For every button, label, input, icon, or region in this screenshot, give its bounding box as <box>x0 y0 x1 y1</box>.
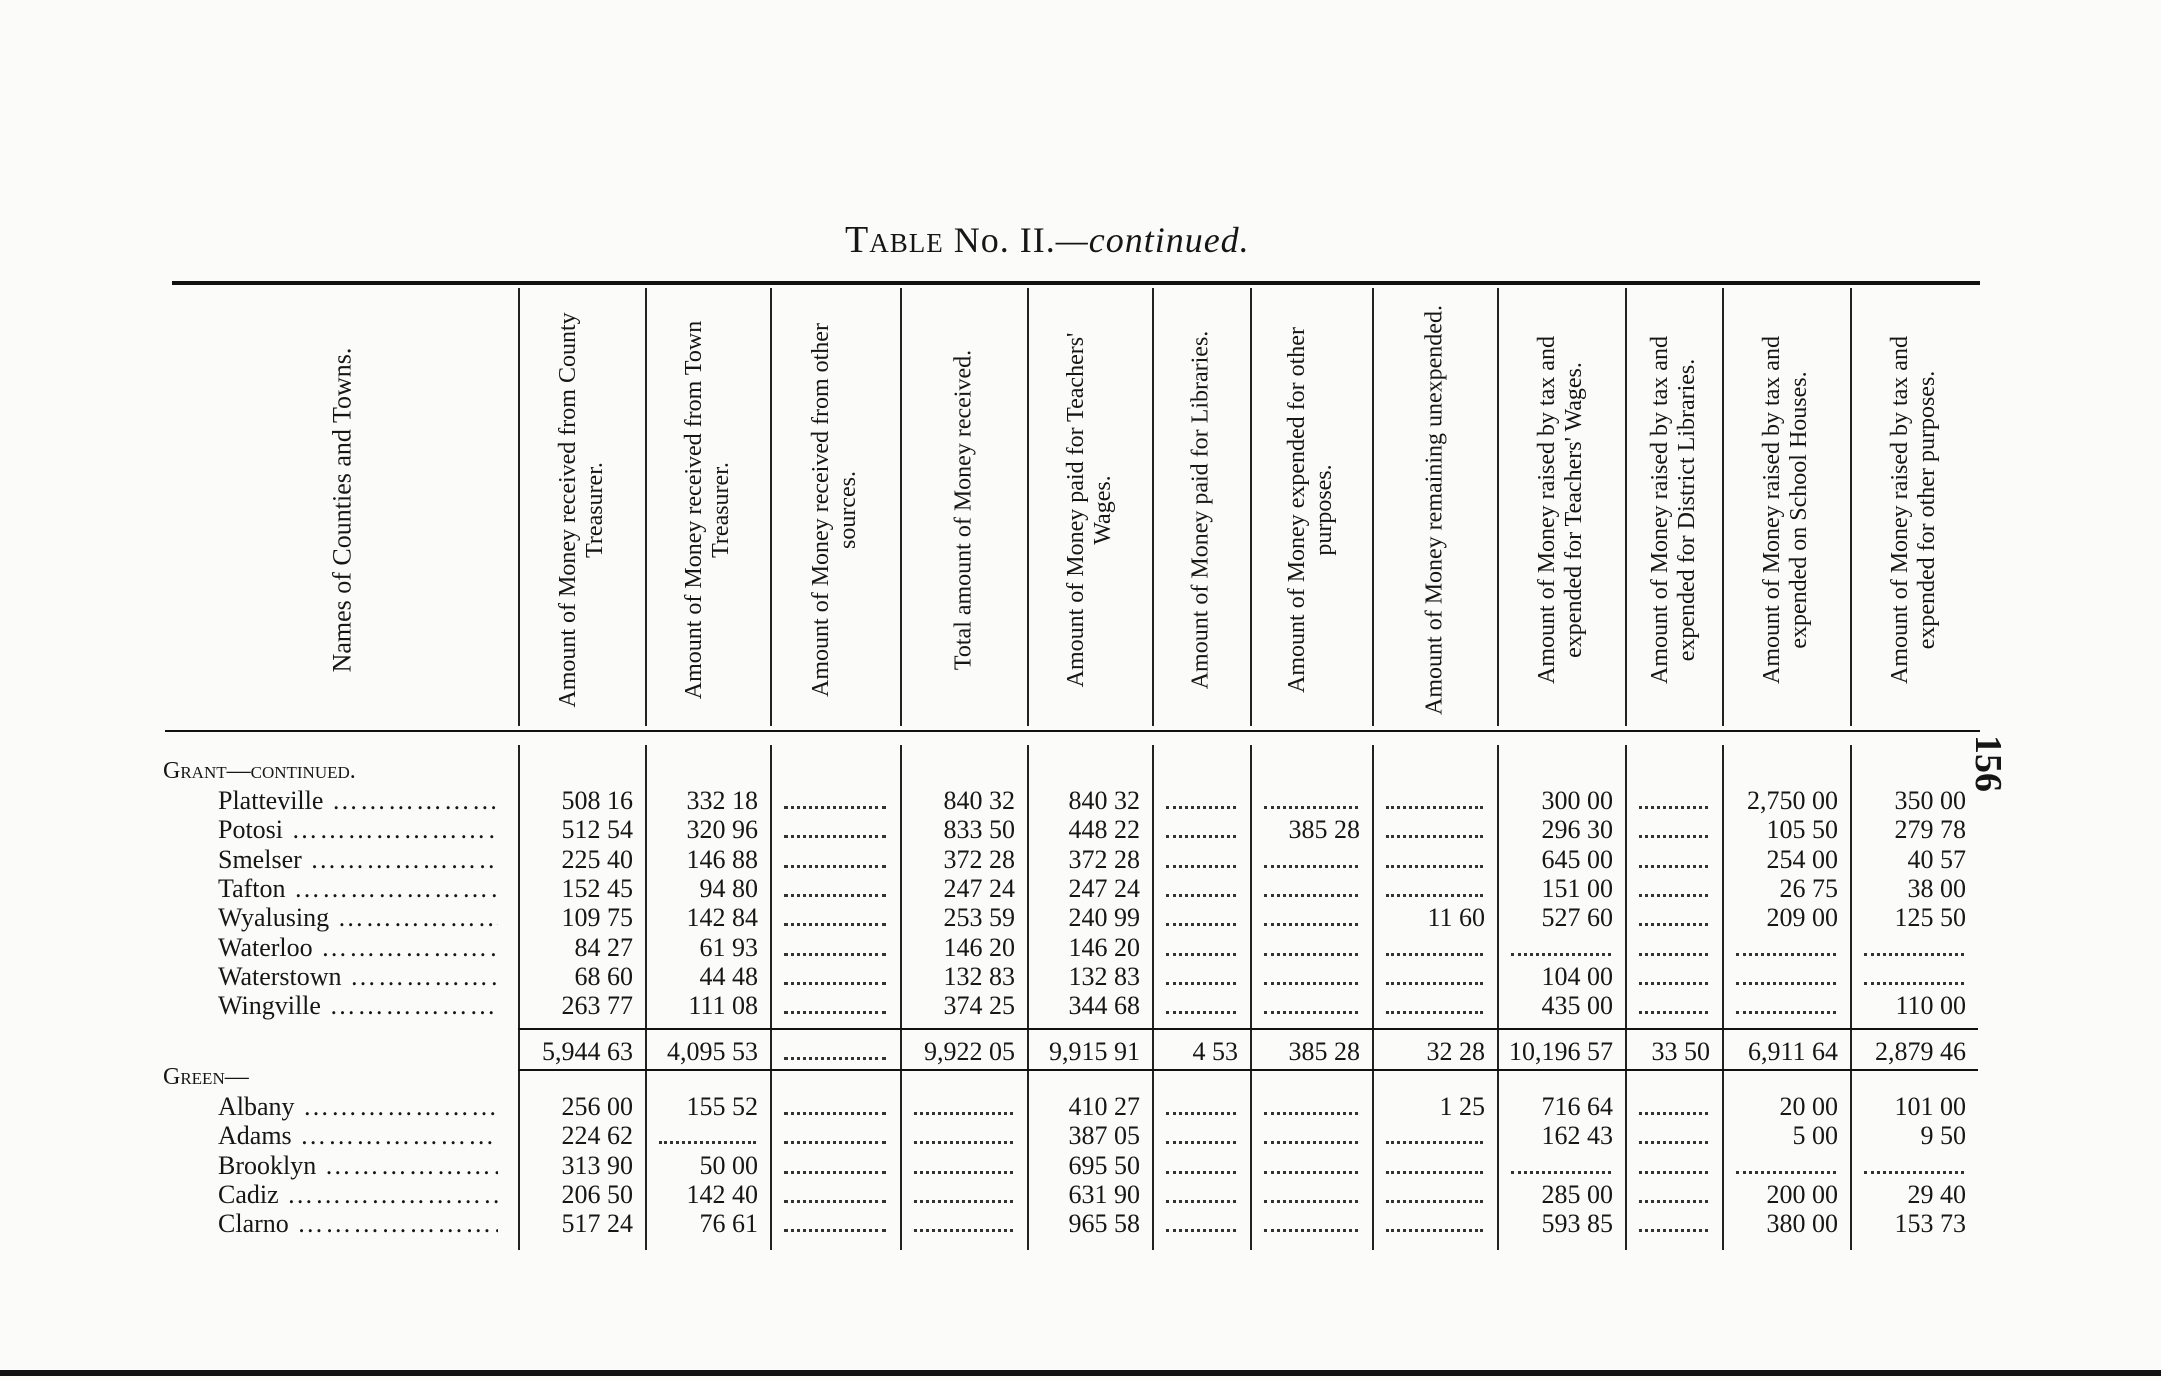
green-row-3-col-1: 142 40 <box>686 1179 758 1209</box>
empty-cell-leader <box>1264 1171 1358 1174</box>
empty-cell-leader <box>1166 835 1236 838</box>
empty-cell-leader <box>784 982 886 985</box>
empty-cell-leader <box>784 1011 886 1014</box>
column-header-12 <box>1850 290 1978 730</box>
green-row-3-col-10: 200 00 <box>1766 1179 1838 1209</box>
empty-cell-leader <box>914 1200 1013 1203</box>
green-row-1-col-11: 9 50 <box>1920 1121 1966 1151</box>
column-rule <box>770 288 772 726</box>
grant-row-7-col-0: 263 77 <box>561 991 633 1021</box>
grant-row-2-col-1: 146 88 <box>686 844 758 874</box>
empty-cell-leader <box>784 865 886 868</box>
empty-cell-leader <box>1264 1200 1358 1203</box>
empty-cell-leader <box>1264 1229 1358 1232</box>
empty-cell-leader <box>1864 953 1964 956</box>
empty-cell-leader <box>1639 865 1708 868</box>
grant-row-5-col-4: 146 20 <box>1068 932 1140 962</box>
empty-cell-leader <box>914 1229 1013 1232</box>
empty-cell-leader <box>1639 982 1708 985</box>
green-row-4-col-0: 517 24 <box>561 1209 633 1239</box>
grant-row-6-col-4: 132 83 <box>1068 961 1140 991</box>
empty-cell-leader <box>1639 1171 1708 1174</box>
column-header-11 <box>1722 290 1850 730</box>
town-name: Potosi ……………………………… <box>218 815 498 845</box>
empty-cell-leader <box>784 923 886 926</box>
column-header-2 <box>645 290 770 730</box>
empty-cell-leader <box>1264 1011 1358 1014</box>
green-row-1-col-4: 387 05 <box>1068 1121 1140 1151</box>
green-row-3-col-8: 285 00 <box>1541 1179 1613 1209</box>
empty-cell-leader <box>784 894 886 897</box>
green-row-3-col-11: 29 40 <box>1907 1179 1966 1209</box>
town-name: Smelser ……………………………… <box>218 845 498 875</box>
green-row-1-col-10: 5 00 <box>1792 1121 1838 1151</box>
empty-cell-leader <box>1511 1171 1611 1174</box>
title-suffix: —continued. <box>1055 220 1250 260</box>
green-row-0-col-10: 20 00 <box>1779 1092 1838 1121</box>
column-header-text: Amount of Money remaining unexpended. <box>1421 305 1447 715</box>
empty-cell-leader <box>1639 1200 1708 1203</box>
group-label: Green— <box>163 1064 249 1090</box>
green-row-4-col-10: 380 00 <box>1766 1209 1838 1239</box>
empty-cell-leader <box>914 1141 1013 1144</box>
grant-total-col-4: 9,915 91 <box>1049 1037 1140 1067</box>
grant-row-4-col-3: 253 59 <box>943 903 1015 933</box>
empty-cell-leader <box>1166 1200 1236 1203</box>
column-header-text: Amount of Money raised by tax and expended for Teachers' Wages. <box>1534 336 1587 684</box>
empty-cell-leader <box>1736 953 1836 956</box>
column-rule <box>1850 288 1852 726</box>
empty-cell-leader <box>1166 1112 1236 1115</box>
empty-cell-leader <box>784 1112 886 1115</box>
grant-row-4-col-7: 11 60 <box>1427 903 1485 933</box>
column-rule <box>1625 745 1627 1250</box>
empty-cell-leader <box>784 1229 886 1232</box>
grant-row-2-col-10: 254 00 <box>1766 844 1838 874</box>
column-header-text: Amount of Money expended for other purposes. <box>1284 327 1337 693</box>
grant-row-1-col-8: 296 30 <box>1541 815 1613 845</box>
empty-cell-leader <box>914 1112 1013 1115</box>
grant-row-7-col-8: 435 00 <box>1541 991 1613 1021</box>
grant-row-6-col-1: 44 48 <box>699 961 758 991</box>
green-row-4-col-8: 593 85 <box>1541 1209 1613 1239</box>
empty-cell-leader <box>1166 953 1236 956</box>
grant-total-col-10: 6,911 64 <box>1747 1037 1838 1067</box>
column-rule <box>770 745 772 1250</box>
grant-total-col-0: 5,944 63 <box>542 1037 633 1067</box>
empty-cell-leader <box>1264 865 1358 868</box>
grant-row-1-col-11: 279 78 <box>1894 815 1966 845</box>
empty-cell-leader <box>1736 982 1836 985</box>
column-header-10 <box>1625 290 1722 730</box>
town-name: Clarno ……………………………… <box>218 1209 498 1239</box>
grant-row-1-col-4: 448 22 <box>1068 815 1140 845</box>
column-rule <box>1152 288 1154 726</box>
empty-cell-leader <box>1166 806 1236 809</box>
grant-row-3-col-4: 247 24 <box>1068 873 1140 903</box>
green-row-0-col-7: 1 25 <box>1439 1092 1485 1121</box>
empty-cell-leader <box>1264 1112 1358 1115</box>
empty-cell-leader <box>1639 894 1708 897</box>
grant-row-0-col-1: 332 18 <box>686 786 758 815</box>
grant-row-7-col-3: 374 25 <box>943 991 1015 1021</box>
grant-row-0-col-11: 350 00 <box>1894 786 1966 815</box>
town-name: Platteville ……………………………… <box>218 786 498 816</box>
empty-cell-leader <box>1264 953 1358 956</box>
town-name: Wingville ……………………………… <box>218 991 498 1021</box>
column-header-7 <box>1250 290 1372 730</box>
column-header-text: Amount of Money raised by tax and expended on School Houses. <box>1759 336 1812 684</box>
green-row-2-col-0: 313 90 <box>561 1150 633 1180</box>
empty-cell-leader <box>784 806 886 809</box>
column-header-text: Amount of Money paid for Teachers' Wages. <box>1062 332 1116 688</box>
grant-row-3-col-10: 26 75 <box>1779 873 1838 903</box>
empty-cell-leader <box>1864 982 1964 985</box>
column-header-8 <box>1372 290 1497 730</box>
green-row-2-col-1: 50 00 <box>699 1150 758 1180</box>
town-name: Waterloo ……………………………… <box>218 933 498 963</box>
grant-row-1-col-10: 105 50 <box>1766 815 1838 845</box>
column-header-6 <box>1152 290 1250 730</box>
title-number: No. II. <box>953 220 1056 260</box>
empty-cell-leader <box>1386 1141 1483 1144</box>
column-rule <box>1722 288 1724 726</box>
header-bottom-rule <box>165 730 1980 732</box>
column-header-text: Total amount of Money received. <box>950 349 976 671</box>
empty-cell-leader <box>1639 953 1708 956</box>
empty-cell-leader <box>1386 865 1483 868</box>
green-row-0-col-8: 716 64 <box>1541 1092 1613 1121</box>
empty-cell-leader <box>1386 894 1483 897</box>
empty-cell-leader <box>1166 1171 1236 1174</box>
empty-cell-leader <box>659 1141 756 1144</box>
empty-cell-leader <box>1166 1229 1236 1232</box>
empty-cell-leader <box>1264 923 1358 926</box>
grant-row-2-col-11: 40 57 <box>1907 844 1966 874</box>
column-header-0 <box>165 290 518 730</box>
grant-row-4-col-10: 209 00 <box>1766 903 1838 933</box>
page-number: 156 <box>1967 735 2009 792</box>
green-row-2-col-4: 695 50 <box>1068 1150 1140 1180</box>
grant-row-5-col-1: 61 93 <box>699 932 758 962</box>
column-header-text: Amount of Money received from County Treasurer. <box>554 312 608 708</box>
grant-row-3-col-1: 94 80 <box>699 873 758 903</box>
empty-cell-leader <box>1639 806 1708 809</box>
empty-cell-leader <box>1639 1229 1708 1232</box>
column-rule <box>1497 288 1499 726</box>
empty-cell-leader <box>1639 835 1708 838</box>
empty-cell-leader <box>784 1171 886 1174</box>
town-name: Brooklyn ……………………………… <box>218 1151 498 1181</box>
grant-row-4-col-11: 125 50 <box>1894 903 1966 933</box>
empty-cell-leader <box>1639 1011 1708 1014</box>
empty-cell-leader <box>1264 1141 1358 1144</box>
page-edge-rule <box>0 1370 2161 1376</box>
grant-row-4-col-4: 240 99 <box>1068 903 1140 933</box>
empty-cell-leader <box>1386 1171 1483 1174</box>
column-rule <box>645 288 647 726</box>
empty-cell-leader <box>1639 1141 1708 1144</box>
green-row-3-col-0: 206 50 <box>561 1179 633 1209</box>
town-name: Albany ……………………………… <box>218 1092 498 1122</box>
empty-cell-leader <box>1511 953 1611 956</box>
grant-row-4-col-8: 527 60 <box>1541 903 1613 933</box>
green-row-4-col-1: 76 61 <box>699 1209 758 1239</box>
grant-total-col-9: 33 50 <box>1651 1037 1710 1067</box>
empty-cell-leader <box>1386 806 1483 809</box>
green-row-1-col-0: 224 62 <box>561 1121 633 1151</box>
column-rule <box>1372 745 1374 1250</box>
grant-total-col-5: 4 53 <box>1192 1037 1238 1067</box>
grant-row-4-col-1: 142 84 <box>686 903 758 933</box>
empty-cell-leader <box>914 1171 1013 1174</box>
green-row-1-col-8: 162 43 <box>1541 1121 1613 1151</box>
grant-row-1-col-0: 512 54 <box>561 815 633 845</box>
empty-cell-leader <box>1264 806 1358 809</box>
grant-total-col-11: 2,879 46 <box>1875 1037 1966 1067</box>
top-rule <box>172 281 1980 285</box>
column-header-text: Amount of Money received from other sources. <box>808 323 861 697</box>
grant-row-7-col-1: 111 08 <box>688 991 758 1021</box>
grant-row-7-col-4: 344 68 <box>1068 991 1140 1021</box>
column-rule <box>1625 288 1627 726</box>
grant-total-col-8: 10,196 57 <box>1509 1037 1613 1067</box>
empty-cell-leader <box>784 1200 886 1203</box>
grant-row-2-col-8: 645 00 <box>1541 844 1613 874</box>
column-rule <box>1250 288 1252 726</box>
title-prefix: Table <box>845 219 944 261</box>
grant-row-7-col-11: 110 00 <box>1895 991 1966 1021</box>
empty-cell-leader <box>784 835 886 838</box>
grant-row-2-col-4: 372 28 <box>1068 844 1140 874</box>
empty-cell-leader <box>1166 1011 1236 1014</box>
grant-row-5-col-3: 146 20 <box>943 932 1015 962</box>
empty-cell-leader <box>1386 1011 1483 1014</box>
empty-cell-leader <box>1166 1141 1236 1144</box>
grant-row-1-col-3: 833 50 <box>943 815 1015 845</box>
column-header-1 <box>518 290 645 730</box>
grant-row-1-col-6: 385 28 <box>1288 815 1360 845</box>
empty-cell-leader <box>784 1141 886 1144</box>
grant-row-3-col-0: 152 45 <box>561 873 633 903</box>
town-name: Cadiz ……………………………… <box>218 1180 498 1210</box>
town-name: Waterstown ……………………………… <box>218 962 498 992</box>
empty-cell-leader <box>1264 894 1358 897</box>
column-rule <box>1372 288 1374 726</box>
grant-row-6-col-3: 132 83 <box>943 961 1015 991</box>
grant-row-6-col-8: 104 00 <box>1541 961 1613 991</box>
grant-total-col-1: 4,095 53 <box>667 1037 758 1067</box>
town-name: Adams ……………………………… <box>218 1121 498 1151</box>
grant-row-5-col-0: 84 27 <box>574 932 633 962</box>
town-name: Wyalusing ……………………………… <box>218 903 498 933</box>
empty-cell-leader <box>1166 923 1236 926</box>
grant-total-col-3: 9,922 05 <box>924 1037 1015 1067</box>
table-title <box>845 218 1250 262</box>
green-row-0-col-11: 101 00 <box>1894 1092 1966 1121</box>
green-row-4-col-11: 153 73 <box>1894 1209 1966 1239</box>
empty-cell-leader <box>1736 1171 1836 1174</box>
column-rule <box>1152 745 1154 1250</box>
column-rule <box>900 288 902 726</box>
column-rule <box>1027 288 1029 726</box>
empty-cell-leader <box>1864 1171 1964 1174</box>
grant-row-3-col-8: 151 00 <box>1541 873 1613 903</box>
grant-row-1-col-1: 320 96 <box>686 815 758 845</box>
grant-row-0-col-0: 508 16 <box>561 786 633 815</box>
green-row-0-col-4: 410 27 <box>1068 1092 1140 1121</box>
total-rule <box>518 1028 1978 1030</box>
column-header-text: Names of Counties and Towns. <box>327 347 356 673</box>
green-row-3-col-4: 631 90 <box>1068 1179 1140 1209</box>
green-row-0-col-0: 256 00 <box>561 1092 633 1121</box>
grant-row-6-col-0: 68 60 <box>574 961 633 991</box>
empty-cell-leader <box>1166 865 1236 868</box>
empty-cell-leader <box>1639 1112 1708 1115</box>
column-header-9 <box>1497 290 1625 730</box>
column-header-3 <box>770 290 900 730</box>
grant-row-2-col-3: 372 28 <box>943 844 1015 874</box>
grant-row-3-col-3: 247 24 <box>943 873 1015 903</box>
grant-row-4-col-0: 109 75 <box>561 903 633 933</box>
empty-cell-leader <box>1166 894 1236 897</box>
column-header-5 <box>1027 290 1152 730</box>
grant-total-col-6: 385 28 <box>1288 1037 1360 1067</box>
grant-row-2-col-0: 225 40 <box>561 844 633 874</box>
column-header-text: Amount of Money raised by tax and expended for District Libraries. <box>1646 336 1700 684</box>
column-header-4 <box>900 290 1027 730</box>
group-label: Grant—continued. <box>163 758 356 784</box>
grant-total-col-7: 32 28 <box>1426 1037 1485 1067</box>
column-header-text: Amount of Money raised by tax and expended for other purposes. <box>1887 336 1940 684</box>
empty-cell-leader <box>1166 982 1236 985</box>
empty-cell-leader <box>1264 982 1358 985</box>
grant-row-0-col-8: 300 00 <box>1541 786 1613 815</box>
green-row-0-col-1: 155 52 <box>686 1092 758 1121</box>
column-header-text: Amount of Money received from Town Treasurer. <box>680 320 734 700</box>
total-bottom-rule <box>518 1069 1978 1071</box>
empty-cell-leader <box>784 953 886 956</box>
grant-row-0-col-10: 2,750 00 <box>1747 786 1838 815</box>
column-rule <box>518 288 520 726</box>
grant-row-0-col-3: 840 32 <box>943 786 1015 815</box>
empty-cell-leader <box>1386 953 1483 956</box>
green-row-4-col-4: 965 58 <box>1068 1209 1140 1239</box>
empty-cell-leader <box>1386 1229 1483 1232</box>
town-name: Tafton ……………………………… <box>218 874 498 904</box>
grant-row-0-col-4: 840 32 <box>1068 786 1140 815</box>
empty-cell-leader <box>1386 835 1483 838</box>
empty-cell-leader <box>1736 1011 1836 1014</box>
grant-row-3-col-11: 38 00 <box>1907 873 1966 903</box>
empty-cell-leader <box>1639 923 1708 926</box>
empty-cell-leader <box>784 1057 886 1060</box>
column-header-text: Amount of Money paid for Libraries. <box>1187 330 1214 690</box>
empty-cell-leader <box>1386 1200 1483 1203</box>
empty-cell-leader <box>1386 982 1483 985</box>
